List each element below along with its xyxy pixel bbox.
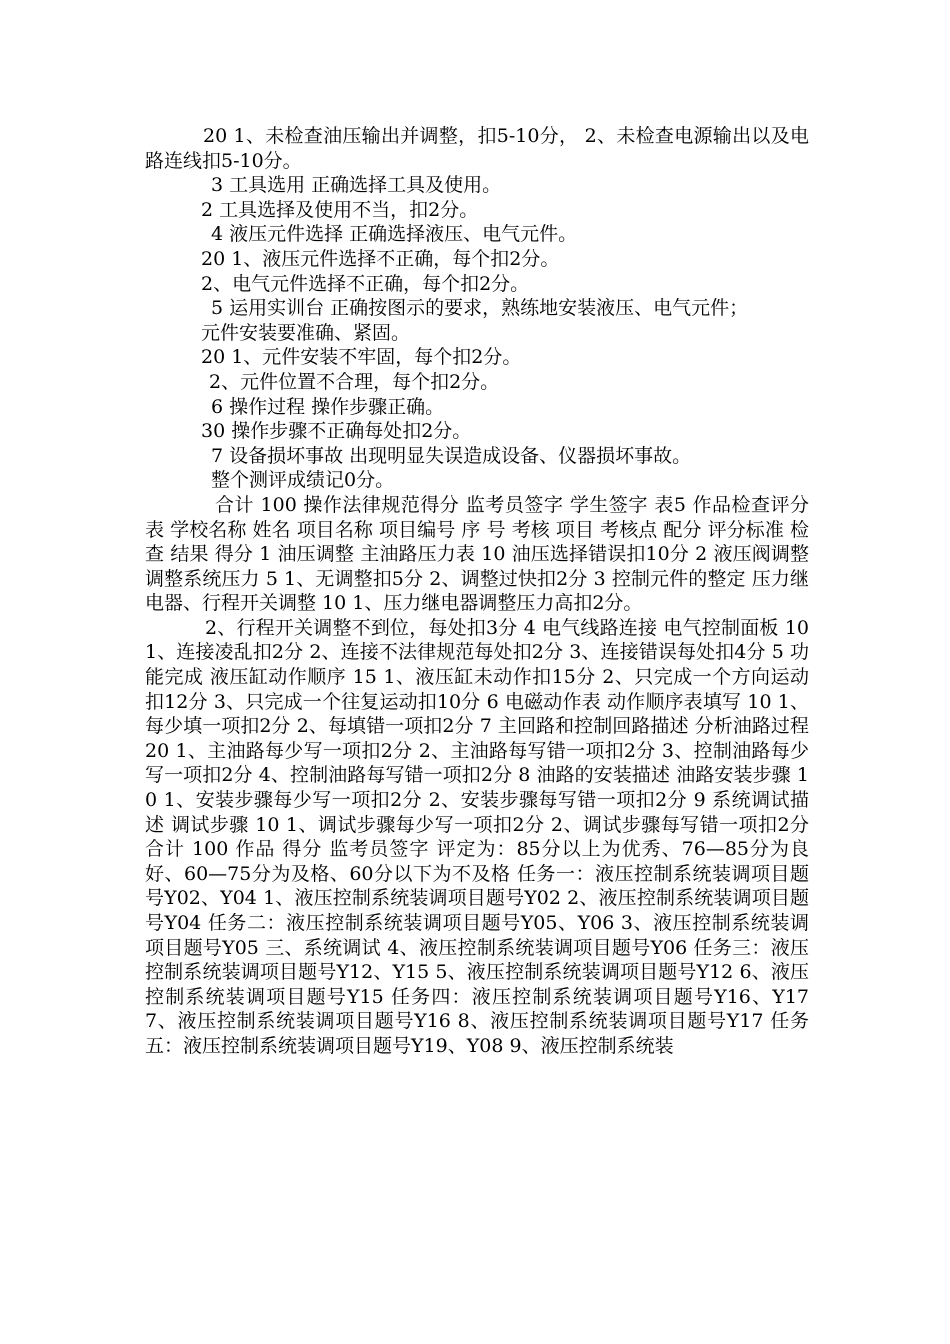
paragraph-7: 5 运用实训台 正确按图示的要求，熟练地安装液压、电气元件； [211,297,749,320]
paragraph-6: 2、电气元件选择不正确，每个扣2分。 [201,272,530,295]
paragraph-3: 2 工具选择及使用不当，扣2分。 [201,198,479,221]
paragraph-15: 合计 100 操作法律规范得分 监考员签字 学生签字 表5 作品检查评分表 学校名称 姓名 项目名称 项目编号 序 号 考核 项目 考核点 配分 评分标准 检查 结果 得分 1 油压调整 主油路压力表 10 油压选择错误扣10分 2 液压阀调整 调整系统压力 5 1、无调整扣5分 2、调整过快扣2分 3 控制元件的整定 压力继电器、行程开关调整 10 1、压力继电器调整压力高扣2分。 [145,493,809,615]
paragraph-14: 整个测评成绩记0分。 [211,469,395,492]
paragraph-8: 元件安装要准确、紧固。 [201,321,411,344]
paragraph-5: 20 1、液压元件选择不正确，每个扣2分。 [201,247,560,270]
paragraph-4: 4 液压元件选择 正确选择液压、电气元件。 [211,223,578,246]
paragraph-13: 7 设备损坏事故 出现明显失误造成设备、仪器损坏事故。 [211,444,692,467]
paragraph-11: 6 操作过程 操作步骤正确。 [211,395,445,418]
document-body [145,124,809,1059]
paragraph-9: 20 1、元件安装不牢固，每个扣2分。 [201,346,522,369]
paragraph-16: 2、行程开关调整不到位，每处扣3分 4 电气线路连接 电气控制面板 10 1、连接凌乱扣2分 2、连接不法律规范每处扣2分 3、连接错误每处扣4分 5 功能完成 液压缸动作顺序 15 1、液压缸未动作扣15分 2、只完成一个方向运动扣12分 3、只完成一个往复运动扣10分 6 电磁动作表 动作顺序表填写 10 1、每少填一项扣2分 2、每填错一项扣2分 7 主回路和控制回路描述 分析油路过程 20 1、主油路每少写一项扣2分 2、主油路每写错一项扣2分 3、控制油路每少写一项扣2分 4、控制油路每写错一项扣2分 8 油路的安装描述 油路安装步骤 10 1、安装步骤每少写一项扣2分 2、安装步骤每写错一项扣2分 9 系统调试描述 调试步骤 10 1、调试步骤每少写一项扣2分 2、调试步骤每写错一项扣2分 合计 100 作品 得分 监考员签字 评定为：85分以上为优秀、76—85分为良好、60—75分为及格、60分以下为不及格 任务一：液压控制系统装调项目题号Y02、Y04 1、液压控制系统装调项目题号Y02 2、液压控制系统装调项目题号Y04 任务二：液压控制系统装调项目题号Y05、Y06 3、液压控制系统装调项目题号Y05 三、系统调试 4、液压控制系统装调项目题号Y06 任务三：液压控制系统装调项目题号Y12、Y15 5、液压控制系统装调项目题号Y12 6、液压控制系统装调项目题号Y15 任务四：液压控制系统装调项目题号Y16、Y17 7、液压控制系统装调项目题号Y16 8、液压控制系统装调项目题号Y17 任务五：液压控制系统装调项目题号Y19、Y08 9、液压控制系统装 [145,616,809,1057]
paragraph-2: 3 工具选用 正确选择工具及使用。 [211,174,502,197]
paragraph-1: 20 1、未检查油压输出并调整，扣5-10分， 2、未检查电源输出以及电路连线扣5-10分。 [145,125,809,172]
paragraph-12: 30 操作步骤不正确每处扣2分。 [201,420,472,443]
paragraph-10: 2、元件位置不合理，每个扣2分。 [209,370,500,393]
